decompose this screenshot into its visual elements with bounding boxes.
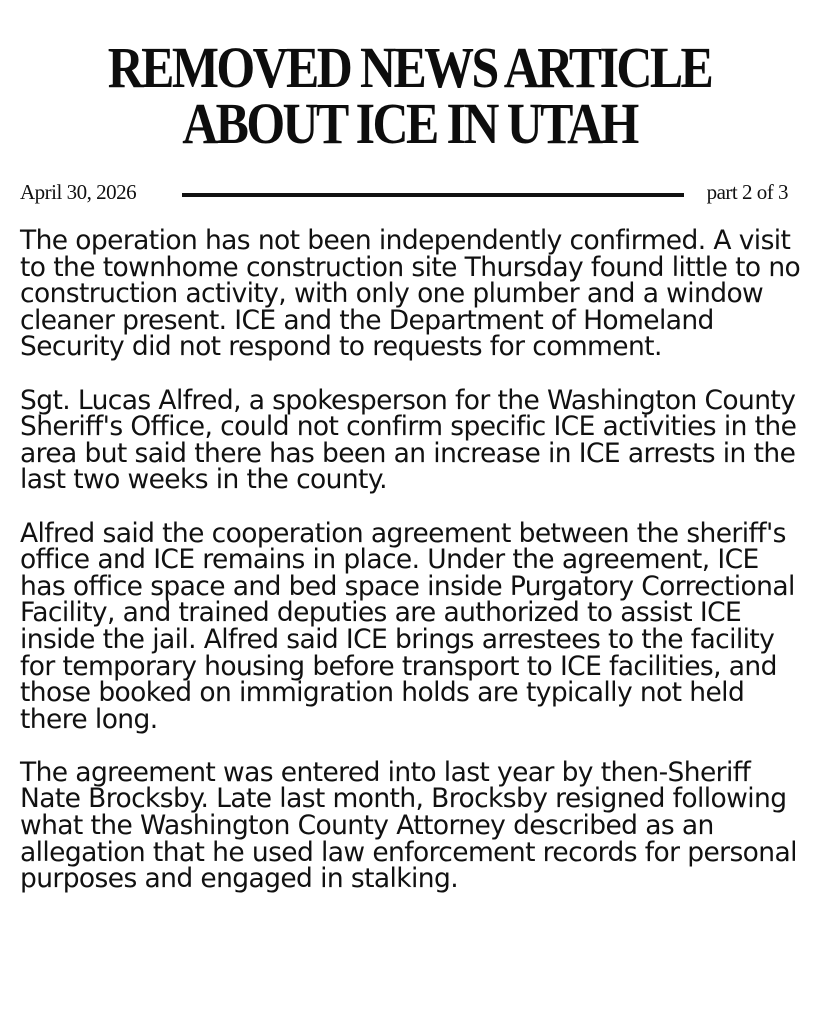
article-body — [20, 225, 810, 919]
byline-row — [20, 180, 790, 210]
article-paragraph: The operation has not been independently confirmed. A visit to the townhome construction site Thursday found little to no construction activity, with only one plumber and a window cleaner present. ICE and the Department of Homeland Security did not respond to requests for comment. — [20, 225, 801, 363]
part-indicator: part 2 of 3 — [706, 180, 788, 204]
title-line-1: REMOVED NEWS ARTICLE — [107, 35, 712, 100]
article-paragraph: Sgt. Lucas Alfred, a spokesperson for the Washington County Sheriff's Office, could not confirm specific ICE activities in the area but said there has been an increase in ICE arrests in the last two weeks in the county. — [20, 384, 797, 496]
publication-date: April 30, 2026 — [20, 180, 137, 204]
divider-rule — [182, 193, 684, 197]
title-line-2: ABOUT ICE IN UTAH — [182, 91, 637, 156]
article-paragraph: Alfred said the cooperation agreement between the sheriff's office and ICE remains in place. Under the agreement, ICE has office space and bed space inside Purgatory Correctional Facility, and trained deputies are authorized to assist ICE inside the jail. Alfred said ICE brings arrestees to the facility for temporary housing before transport to ICE facilities, and those booked on immigration holds are typically not held there long. — [20, 517, 795, 735]
page-title — [57, 35, 761, 156]
article-paragraph: The agreement was entered into last year by then-Sheriff Nate Brocksby. Late last month, Brocksby resigned following what the Washington County Attorney described as an allegation that he used law enforcement records for personal purposes and engaged in stalking. — [20, 756, 797, 895]
